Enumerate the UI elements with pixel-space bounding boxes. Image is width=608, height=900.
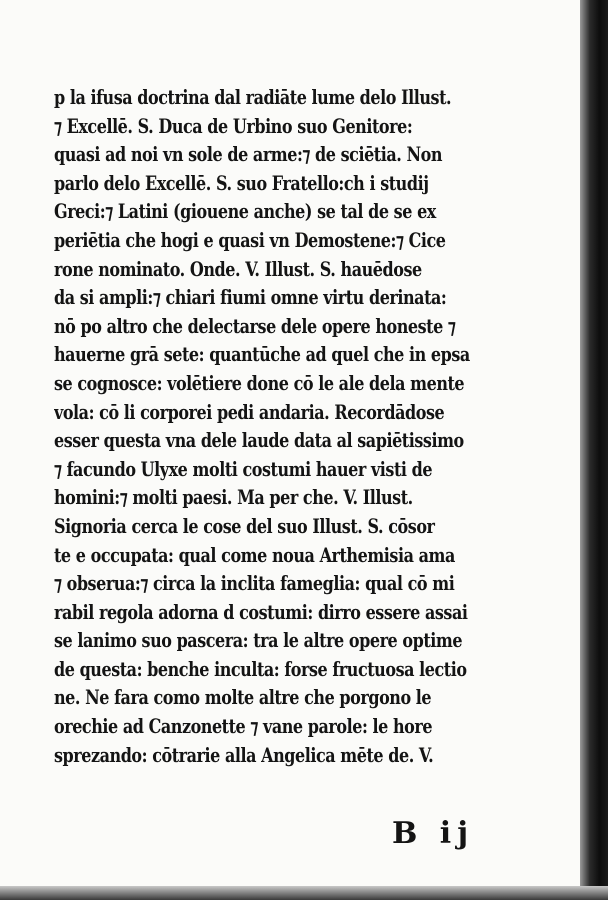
text-line: orechie ad Canzonette ⁊ vane parole: le hore [54,715,433,739]
text-line: da si ampli:⁊ chiari fiumi omne virtu derinata: [54,286,447,310]
text-line: parlo delo Excellē. S. suo Fratello:ch i studij [54,171,429,195]
text-line: nō po altro che delectarse dele opere honeste ⁊ [54,314,456,338]
text-line: Greci:⁊ Latini (giouene anche) se tal de se ex [54,200,436,224]
text-line: periētia che hogi e quasi vn Demostene:⁊ Cice [54,228,446,252]
text-line: ⁊ obserua:⁊ circa la inclita fameglia: qual cō mi [54,572,455,596]
text-line: te e occupata: qual come noua Arthemisia ama [54,543,455,567]
text-line: esser questa vna dele laude data al sapiētissimo [54,429,464,453]
text-line: ⁊ facundo Ulyxe molti costumi hauer visti de [54,457,433,481]
text-line: rabil regola adorna d costumi: dirro essere assai [54,600,468,624]
text-line: se cognosce: volētiere done cō le ale dela mente [54,371,465,395]
text-line: homini:⁊ molti paesi. Ma per che. V. Illust. [54,486,413,510]
text-line: Signoria cerca le cose del suo Illust. S. cōsor [54,514,435,538]
text-line: vola: cō li corporei pedi andaria. Recordādose [54,400,445,424]
text-line: ne. Ne fara como molte altre che porgono le [54,686,432,710]
text-line: de questa: benche inculta: forse fructuosa lectio [54,657,467,681]
scan-edge-right [580,0,608,900]
text-line: rone nominato. Onde. V. Illust. S. hauēdose [54,257,422,281]
scan-edge-bottom [0,886,608,900]
text-line: quasi ad noi vn sole de arme:⁊ de sciētia. Non [54,143,443,167]
text-line: se lanimo suo pascera: tra le altre opere optime [54,629,463,653]
text-line: ⁊ Excellē. S. Duca de Urbino suo Genitore: [54,114,413,138]
signature-mark: B ij [392,816,475,851]
text-line: sprezando: cōtrarie alla Angelica mēte de. V. [54,743,434,767]
text-line: hauerne grā sete: quantūche ad quel che in epsa [54,343,470,367]
text-block [54,84,576,770]
text-line: p la ifusa doctrina dal radiāte lume delo Illust. [54,86,452,109]
